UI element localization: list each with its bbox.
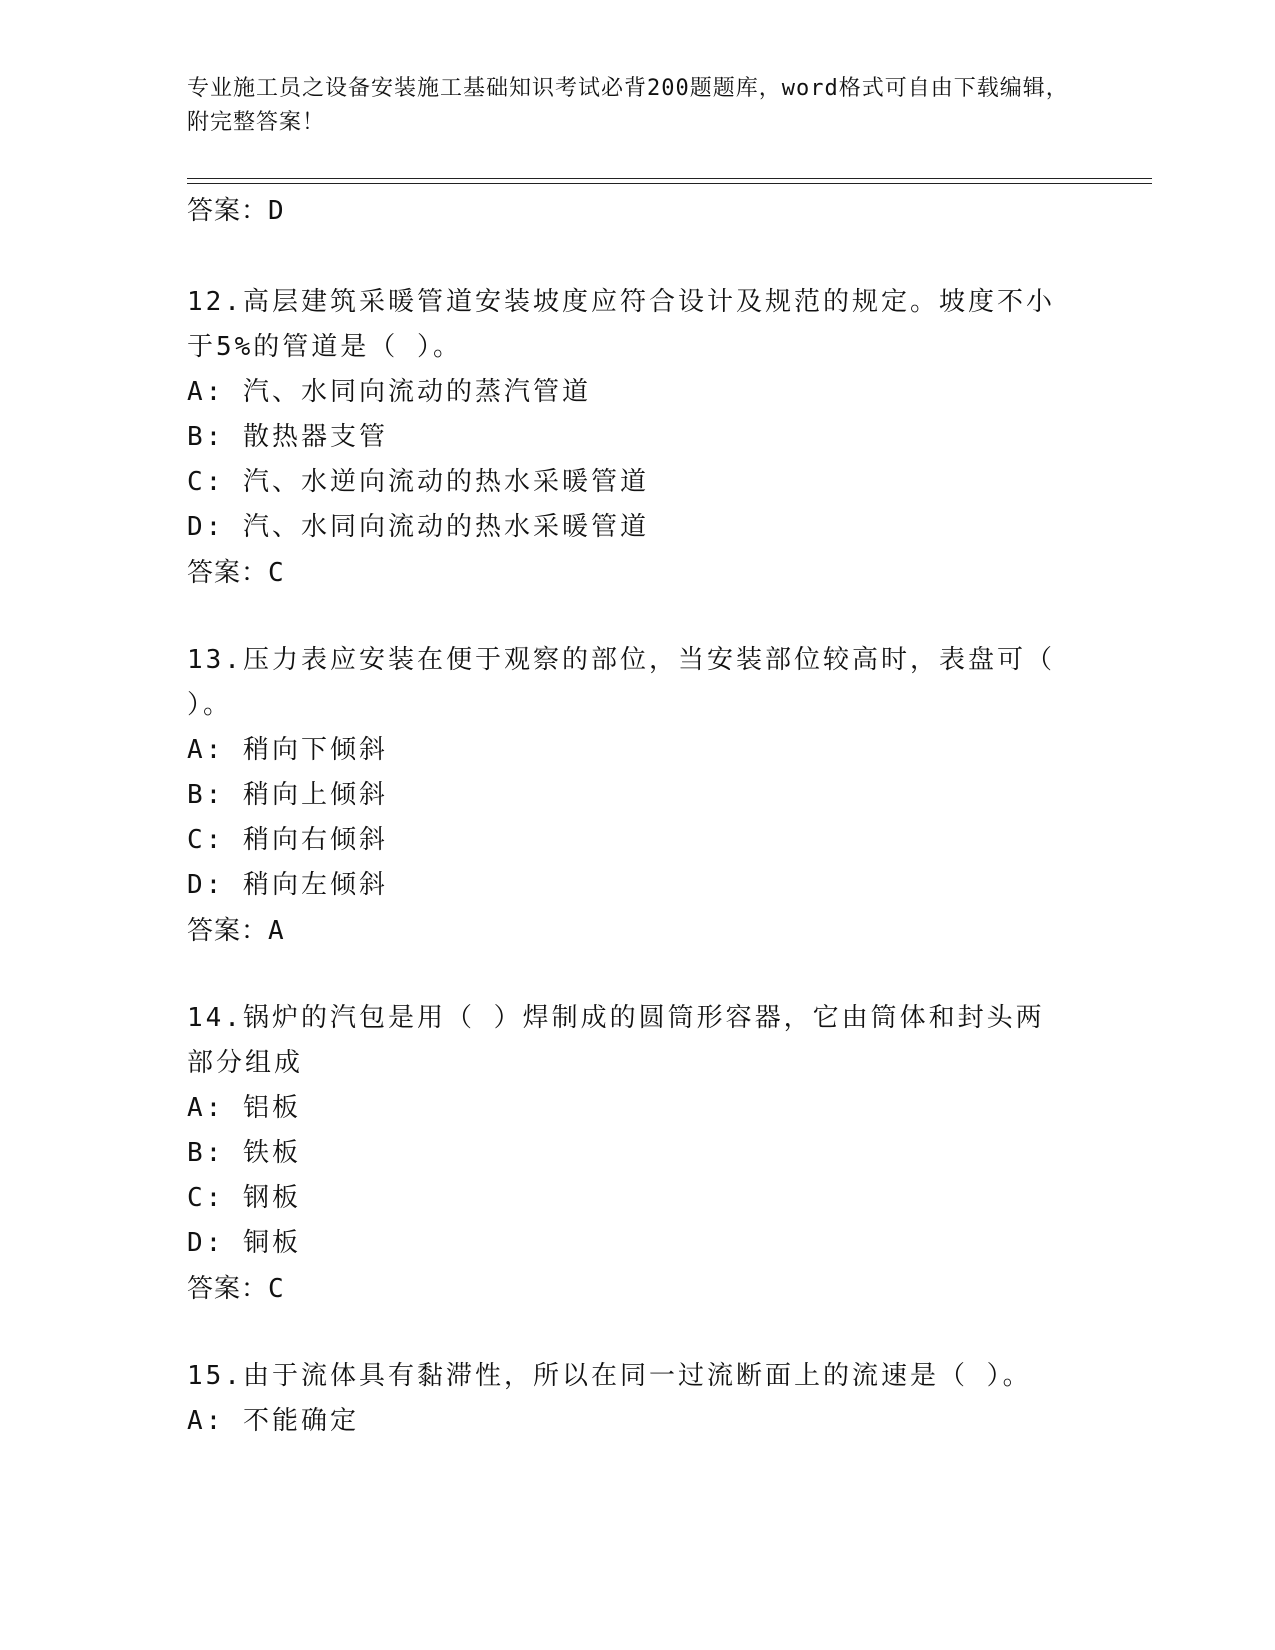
question-text: 13.压力表应安装在便于观察的部位，当安装部位较高时，表盘可（ ）。 [187,645,1055,720]
question-item [187,638,1087,954]
answer-label: 答案： [187,916,269,946]
question-text: 12.高层建筑采暖管道安装坡度应符合设计及规范的规定。坡度不小于5%的管道是（ ）。 [187,287,1055,362]
option-a: A: 稍向下倾斜 [187,735,388,765]
option-c: C: 汽、水逆向流动的热水采暖管道 [187,467,649,497]
answer-label: 答案： [187,196,269,226]
option-c: C: 稍向右倾斜 [187,825,388,855]
header-divider-bottom [187,183,1152,184]
spacer [187,234,1087,280]
question-item [187,996,1087,1312]
answer-label: 答案： [187,1274,269,1304]
option-b: B: 散热器支管 [187,422,388,452]
option-b: B: 稍向上倾斜 [187,780,388,810]
question-text: 15.由于流体具有黏滞性，所以在同一过流断面上的流速是（ ）。 [187,1361,1032,1391]
answer-label: 答案： [187,558,269,588]
option-b: B: 铁板 [187,1138,301,1168]
header-note: 专业施工员之设备安装施工基础知识考试必背200题题库，word格式可自由下载编辑，附完整答案！ [187,76,1069,135]
answer-line [187,908,1087,954]
answer-line [187,188,1087,234]
answer-value: D [268,196,285,226]
option-a: A: 不能确定 [187,1406,359,1436]
document-content [187,188,1087,1444]
option-d: D: 铜板 [187,1228,301,1258]
question-item [187,280,1087,596]
header-divider-top [187,178,1152,179]
answer-line [187,1266,1087,1312]
answer-value: A [268,916,285,946]
option-d: D: 汽、水同向流动的热水采暖管道 [187,512,649,542]
answer-value: C [268,558,285,588]
question-text: 14.锅炉的汽包是用（ ）焊制成的圆筒形容器，它由筒体和封头两部分组成 [187,1003,1045,1078]
answer-line [187,550,1087,596]
option-a: A: 汽、水同向流动的蒸汽管道 [187,377,591,407]
option-d: D: 稍向左倾斜 [187,870,388,900]
question-item [187,1354,1087,1444]
spacer [187,596,1087,638]
spacer [187,954,1087,996]
answer-value: C [268,1274,285,1304]
option-a: A: 铝板 [187,1093,301,1123]
spacer [187,1312,1087,1354]
option-c: C: 钢板 [187,1183,301,1213]
